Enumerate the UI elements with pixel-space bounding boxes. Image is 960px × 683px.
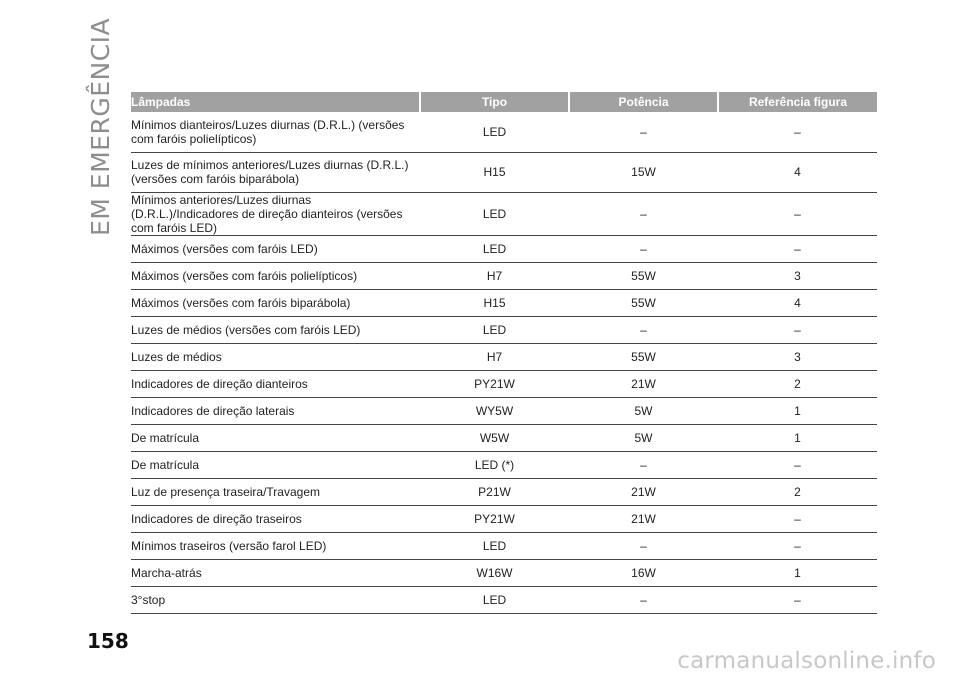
section-title-text: EM EMERGÊNCIA xyxy=(86,17,115,236)
table-row xyxy=(131,478,877,505)
lamp-type: LED xyxy=(420,316,569,343)
lamp-power: – xyxy=(569,316,718,343)
lamp-type: W16W xyxy=(420,559,569,586)
lamp-type: PY21W xyxy=(420,370,569,397)
header-lamps: Lâmpadas xyxy=(131,92,420,112)
lamp-name: Luzes de médios (versões com faróis LED) xyxy=(131,316,420,343)
lamp-figure-reference: – xyxy=(718,235,877,262)
lamp-power: – xyxy=(569,112,718,152)
lamp-power: 16W xyxy=(569,559,718,586)
lamp-figure-reference: 3 xyxy=(718,262,877,289)
table-row xyxy=(131,424,877,451)
lamp-power: 15W xyxy=(569,152,718,192)
table-row xyxy=(131,559,877,586)
lamp-type: WY5W xyxy=(420,397,569,424)
table-row xyxy=(131,505,877,532)
lamp-name: 3°stop xyxy=(131,586,420,613)
header-type: Tipo xyxy=(420,92,569,112)
lamp-name: Luzes de médios xyxy=(131,343,420,370)
table-body xyxy=(131,112,877,613)
table-row xyxy=(131,262,877,289)
lamp-type: LED xyxy=(420,532,569,559)
lamp-power: 55W xyxy=(569,343,718,370)
lamp-name: Máximos (versões com faróis polielípticos) xyxy=(131,262,420,289)
lamp-figure-reference: 4 xyxy=(718,152,877,192)
header-power: Potência xyxy=(569,92,718,112)
lamp-power: 55W xyxy=(569,262,718,289)
lamp-figure-reference: – xyxy=(718,505,877,532)
table-row xyxy=(131,152,877,192)
lamp-name: Máximos (versões com faróis biparábola) xyxy=(131,289,420,316)
lamp-figure-reference: 1 xyxy=(718,424,877,451)
lamp-name: Luzes de mínimos anteriores/Luzes diurnas (D.R.L.) (versões com faróis biparábola) xyxy=(131,152,420,192)
lamp-figure-reference: – xyxy=(718,586,877,613)
lamp-figure-reference: 2 xyxy=(718,478,877,505)
lamp-power: – xyxy=(569,235,718,262)
lamp-power: – xyxy=(569,192,718,235)
lamp-figure-reference: 4 xyxy=(718,289,877,316)
lamp-name: Marcha-atrás xyxy=(131,559,420,586)
table-row xyxy=(131,451,877,478)
table-row xyxy=(131,532,877,559)
lamp-name: Indicadores de direção laterais xyxy=(131,397,420,424)
lamp-type: H15 xyxy=(420,152,569,192)
lamp-figure-reference: – xyxy=(718,316,877,343)
lamp-name: Luz de presença traseira/Travagem xyxy=(131,478,420,505)
lamp-figure-reference: – xyxy=(718,451,877,478)
lamp-figure-reference: 2 xyxy=(718,370,877,397)
lamp-figure-reference: – xyxy=(718,192,877,235)
lamp-type: P21W xyxy=(420,478,569,505)
lamp-name: Indicadores de direção dianteiros xyxy=(131,370,420,397)
lamp-figure-reference: 3 xyxy=(718,343,877,370)
lamp-name: Mínimos dianteiros/Luzes diurnas (D.R.L.) (versões com faróis polielípticos) xyxy=(131,112,420,152)
lamp-power: – xyxy=(569,451,718,478)
lamp-type: W5W xyxy=(420,424,569,451)
lamp-figure-reference: – xyxy=(718,532,877,559)
lamp-type: H7 xyxy=(420,262,569,289)
table-row xyxy=(131,192,877,235)
lamp-type: LED xyxy=(420,112,569,152)
lamp-power: – xyxy=(569,532,718,559)
lamp-figure-reference: 1 xyxy=(718,397,877,424)
lamp-power: 5W xyxy=(569,397,718,424)
page-number: 158 xyxy=(87,629,129,653)
lamp-type: LED (*) xyxy=(420,451,569,478)
table-row xyxy=(131,235,877,262)
lamp-power: 21W xyxy=(569,505,718,532)
lamps-table xyxy=(131,92,877,614)
lamp-type: LED xyxy=(420,192,569,235)
table-row xyxy=(131,397,877,424)
lamp-name: De matrícula xyxy=(131,424,420,451)
table-row xyxy=(131,112,877,152)
header-figure-reference: Referência figura xyxy=(718,92,877,112)
table-row xyxy=(131,343,877,370)
lamp-name: De matrícula xyxy=(131,451,420,478)
lamp-power: – xyxy=(569,586,718,613)
lamp-name: Máximos (versões com faróis LED) xyxy=(131,235,420,262)
lamp-name: Indicadores de direção traseiros xyxy=(131,505,420,532)
table-row xyxy=(131,289,877,316)
lamp-power: 55W xyxy=(569,289,718,316)
lamp-power: 5W xyxy=(569,424,718,451)
lamp-type: H15 xyxy=(420,289,569,316)
lamp-power: 21W xyxy=(569,370,718,397)
watermark: carmanualsonline.info xyxy=(677,648,936,674)
table-row xyxy=(131,586,877,613)
table-row xyxy=(131,316,877,343)
lamp-type: LED xyxy=(420,586,569,613)
lamp-type: PY21W xyxy=(420,505,569,532)
lamp-type: LED xyxy=(420,235,569,262)
lamp-figure-reference: 1 xyxy=(718,559,877,586)
table-row xyxy=(131,370,877,397)
table-header xyxy=(131,92,877,112)
lamp-type: H7 xyxy=(420,343,569,370)
lamp-name: Mínimos traseiros (versão farol LED) xyxy=(131,532,420,559)
lamp-figure-reference: – xyxy=(718,112,877,152)
lamp-power: 21W xyxy=(569,478,718,505)
lamp-name: Mínimos anteriores/Luzes diurnas (D.R.L.)/Indicadores de direção dianteiros (versões com faróis LED) xyxy=(131,192,420,235)
